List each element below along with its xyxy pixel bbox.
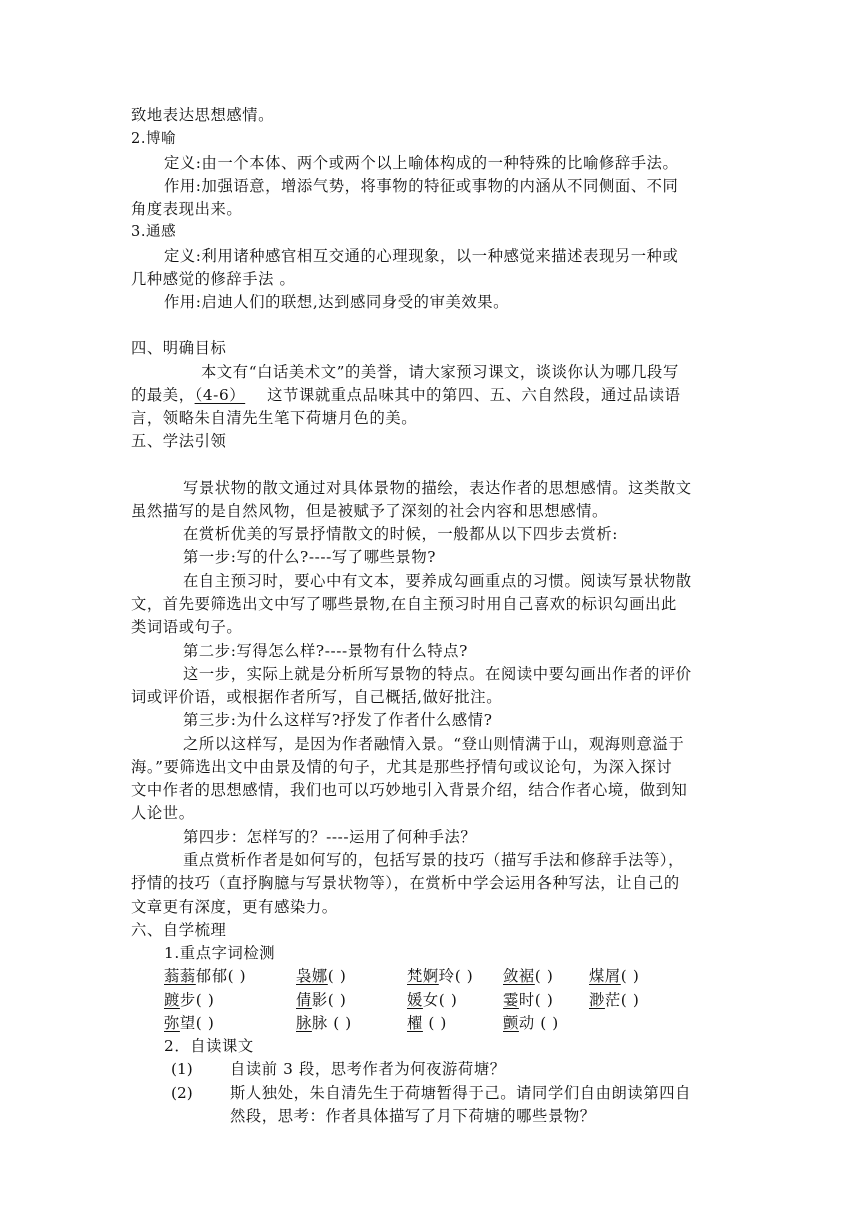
goal-line: 本文有“白话美术文”的美誉，请大家预习课文，谈谈你认为哪几段写: [201, 363, 679, 381]
usage-line-cont: 角度表现出来。: [131, 200, 243, 218]
definition-line: 定义:由一个本体、两个或两个以上喻体构成的一种特殊的比喻修辞手法。: [164, 154, 679, 172]
step-two-heading: 第二步:写得怎么样?----景物有什么特点?: [183, 642, 468, 660]
goal-paragraph-range: （4-6）: [194, 386, 246, 404]
vocab-blank: 动 ( ): [518, 1014, 559, 1032]
vocab-blank: 郁郁( ): [195, 967, 247, 985]
vocab-word: 媛: [407, 991, 423, 1009]
vocab-word: 弥: [164, 1014, 180, 1032]
vocab-item: [407, 1013, 447, 1033]
section-heading-self-study: 六、自学梳理: [131, 921, 227, 939]
vocab-item: [503, 990, 553, 1010]
vocab-word: 踱: [164, 991, 180, 1009]
step-two-text: 词或评价语，或根据作者所写，自己概括,做好批注。: [131, 688, 503, 706]
step-three-text: 人论世。: [131, 804, 195, 822]
vocab-blank: 望( ): [179, 1014, 215, 1032]
vocab-blank: 玲( ): [438, 967, 474, 985]
vocab-blank: 步( ): [179, 991, 215, 1009]
vocab-word: 渺: [589, 991, 605, 1009]
step-four-heading: 第四步：怎样写的？----运用了何种手法？: [183, 828, 477, 846]
goal-text: 的最美，: [131, 386, 195, 404]
vocab-item: [296, 1013, 352, 1033]
question-number: (1): [171, 1060, 193, 1078]
vocab-word: 霎: [503, 991, 519, 1009]
vocab-blank: ( ): [534, 967, 554, 985]
usage-line: 作用:加强语意，增添气势，将事物的特征或事物的内涵从不同侧面、不同: [164, 177, 679, 195]
vocab-word: 袅娜: [296, 967, 328, 985]
vocab-item: [296, 990, 346, 1010]
vocab-blank: 女( ): [422, 991, 458, 1009]
subheading-vocabulary: 1.重点字词检测: [164, 944, 276, 962]
question-text: 斯人独处，朱自清先生于荷塘暂得于己。请同学们自由朗读第四自: [230, 1084, 692, 1102]
vocab-item: [589, 990, 639, 1010]
paragraph-line: 致地表达思想感情。: [131, 106, 275, 124]
vocab-item: [407, 966, 473, 986]
vocab-word: 脉: [296, 1014, 312, 1032]
section-heading-synesthesia: 3.通感: [131, 224, 177, 240]
method-paragraph-line: 在赏析优美的写景抒情散文的时候，一般都从以下四步去赏析:: [183, 525, 618, 543]
vocab-word: 櫂: [407, 1014, 423, 1032]
question-text-cont: 然段，思考：作者具体描写了月下荷塘的哪些景物？: [230, 1107, 596, 1125]
method-paragraph-line: 写景状物的散文通过对具体景物的描绘，表达作者的思想感情。这类散文: [183, 479, 692, 497]
usage-line: 作用:启迪人们的联想,达到感同身受的审美效果。: [164, 293, 510, 311]
method-paragraph-line: 虽然描写的是自然风物，但是被赋予了深刻的社会内容和思想感情。: [131, 502, 608, 520]
vocab-item: [407, 990, 457, 1010]
definition-line: 定义:利用诸种感官相互交通的心理现象，以一种感觉来描述表现另一种或: [164, 247, 679, 265]
goal-text: 这节课就重点品味其中的第四、五、六自然段，通过品读语: [267, 386, 681, 404]
section-heading-goals: 四、明确目标: [131, 339, 227, 357]
step-four-text: 重点赏析作者是如何写的，包括写景的技巧（描写手法和修辞手法等），: [183, 851, 685, 869]
goal-line: [131, 385, 681, 405]
subheading-self-reading: 2．自读课文: [164, 1037, 254, 1055]
vocab-item: [503, 1013, 559, 1033]
step-three-text: 文中作者的思想感情，我们也可以巧妙地引入背景介绍，结合作者心境，做到知: [131, 781, 688, 799]
vocab-word: 煤屑: [589, 967, 621, 985]
vocab-blank: 影( ): [311, 991, 347, 1009]
step-one-text: 在自主预习时，要心中有文本，要养成勾画重点的习惯。阅读写景状物散: [183, 572, 692, 590]
section-heading-method: 五、学法引领: [131, 432, 227, 450]
vocab-word: 梵婀: [407, 967, 439, 985]
step-one-heading: 第一步:写的什么?----写了哪些景物?: [183, 548, 437, 566]
vocab-item: [164, 990, 214, 1010]
step-four-text: 文章更有深度，更有感染力。: [131, 898, 338, 916]
step-one-text: 类词语或句子。: [131, 618, 243, 636]
step-one-text: 文，首先要筛选出文中写了哪些景物,在自主预习时用自己喜欢的标识勾画出此: [131, 595, 677, 613]
step-three-heading: 第三步:为什么这样写?抒发了作者什么感情?: [183, 711, 493, 729]
step-three-text: 之所以这样写，是因为作者融情入景。“登山则情满于山，观海则意溢于: [183, 735, 685, 753]
step-three-text: 海。”要筛选出文中由景及情的句子，尤其是那些抒情句或议论句，为深入探讨: [131, 758, 673, 776]
step-four-text: 抒情的技巧（直抒胸臆与写景状物等），在赏析中学会运用各种写法，让自己的: [131, 874, 680, 892]
question-number: (2): [171, 1084, 193, 1102]
vocab-item: [164, 966, 246, 986]
vocab-word: 倩: [296, 991, 312, 1009]
section-heading-metonymy: 2.博喻: [131, 131, 177, 147]
vocab-word: 蓊蓊: [164, 967, 196, 985]
step-two-text: 这一步，实际上就是分析所写景物的特点。在阅读中要勾画出作者的评价: [183, 665, 692, 683]
vocab-word: 敛裾: [503, 967, 535, 985]
vocab-blank: 时( ): [518, 991, 554, 1009]
vocab-blank: ( ): [620, 967, 640, 985]
question-text: 自读前 3 段，思考作者为何夜游荷塘？: [230, 1060, 506, 1078]
goal-line: 言，领略朱自清先生笔下荷塘月色的美。: [131, 409, 418, 427]
vocab-item: [589, 966, 639, 986]
vocab-blank: ( ): [327, 967, 347, 985]
vocab-item: [164, 1013, 214, 1033]
vocab-item: [503, 966, 553, 986]
vocab-item: [296, 966, 346, 986]
vocab-blank: 茫( ): [604, 991, 640, 1009]
vocab-blank: ( ): [422, 1014, 447, 1032]
vocab-blank: 脉 ( ): [311, 1014, 352, 1032]
vocab-word: 颤: [503, 1014, 519, 1032]
definition-line-cont: 几种感觉的修辞手法 。: [131, 270, 296, 288]
